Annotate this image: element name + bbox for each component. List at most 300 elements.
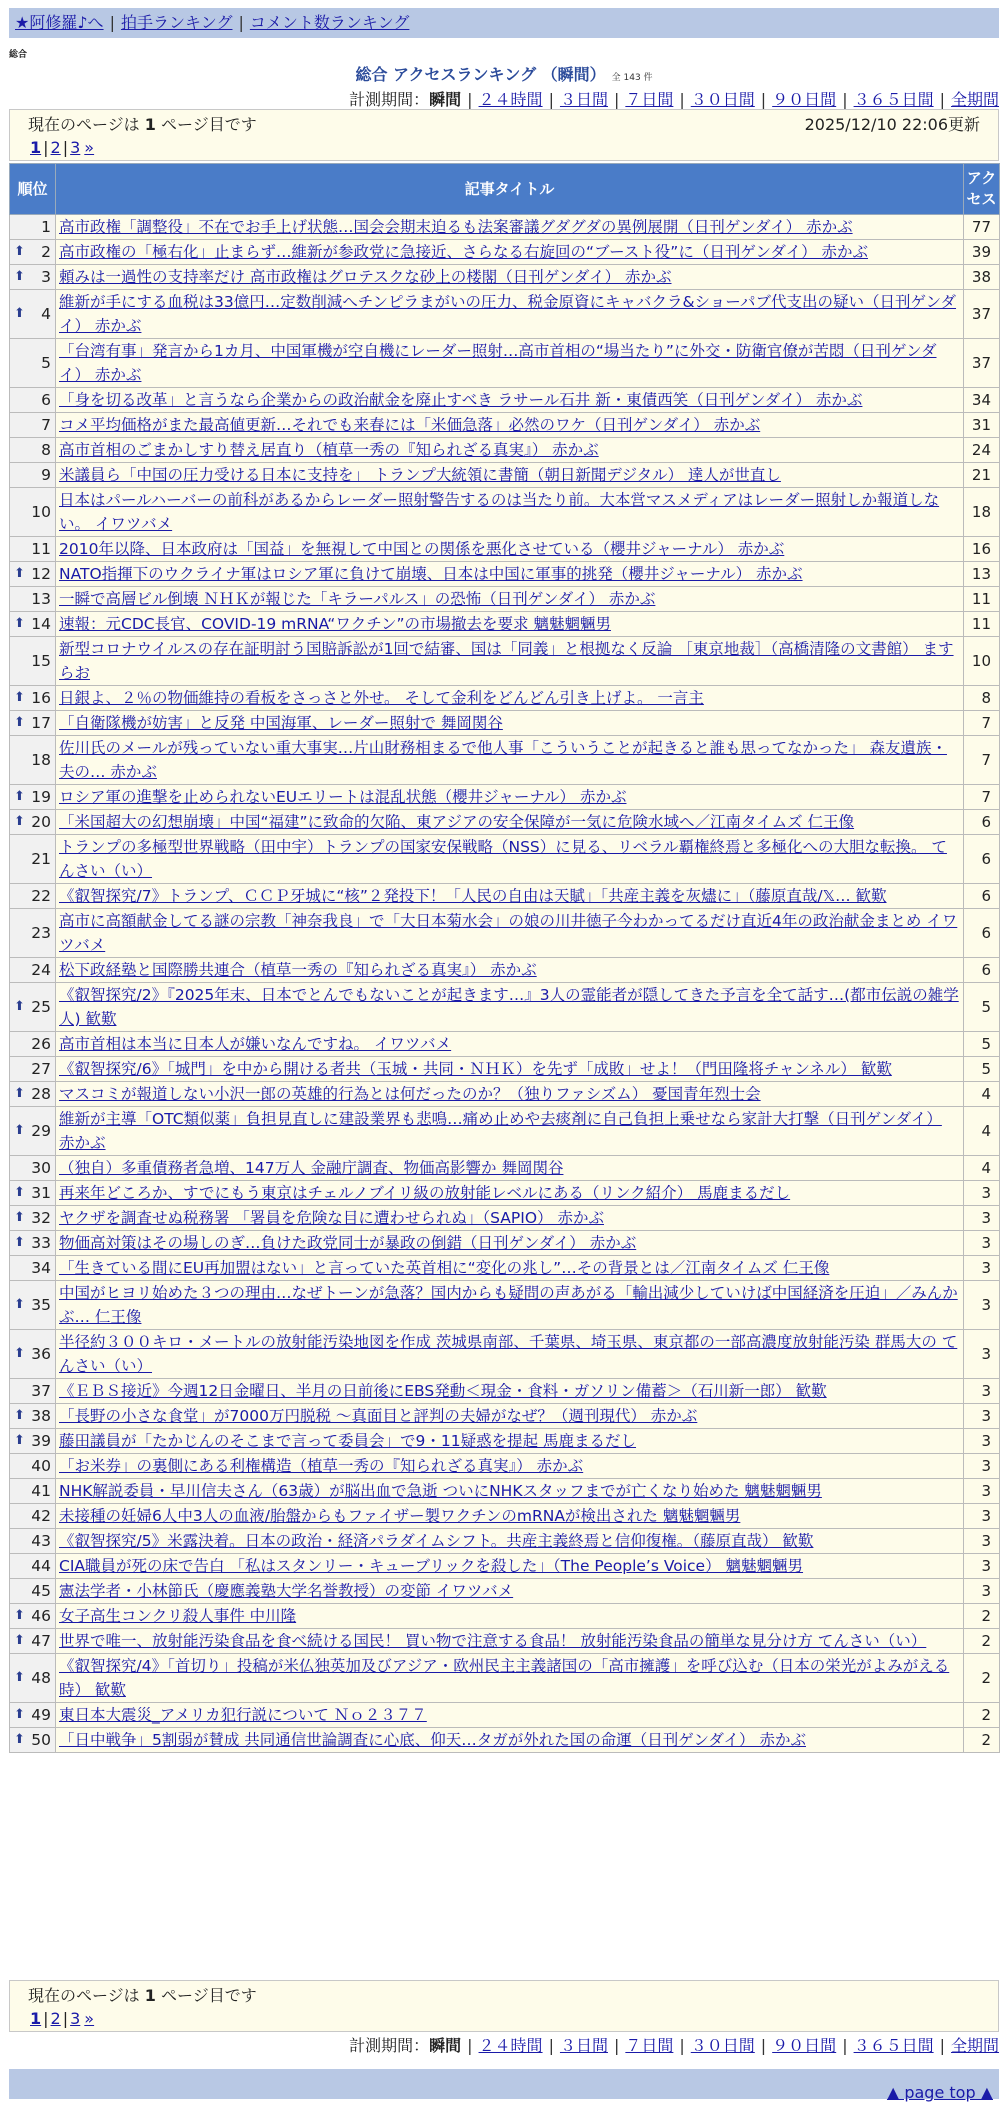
rank-up-arrow-icon: ⬆ [14,814,25,829]
article-title-link[interactable]: 高市政権の「極右化」止まらず…維新が参政党に急接近、さらなる右旋回の“ブースト役”に（日刊ゲンダイ） 赤かぶ [59,243,869,261]
rank-cell [10,612,56,637]
article-title-link[interactable]: 佐川氏のメールが残っていない重大事実…片山財務相まるで他人事「こういうことが起きると誰も思ってなかった」 森友遺族・夫の… 赤かぶ [59,739,947,781]
rank-cell [10,1057,56,1082]
table-row [10,1454,1000,1479]
rank-number: 2 [41,243,51,261]
nav-separator: | [109,13,115,32]
rank-number: 16 [31,689,51,707]
rank-number: 24 [31,961,51,979]
category-label: 総合 [9,50,28,60]
article-title-link[interactable]: 「身を切る改革」と言うなら企業からの政治献金を廃止すべき ラサール石井 新・東債西笑（日刊ゲンダイ） 赤かぶ [59,391,863,409]
article-title-link[interactable]: 「お米券」の裏側にある利権構造（植草一秀の『知られざる真実』） 赤かぶ [59,1457,584,1475]
rank-up-arrow-icon: ⬆ [14,1670,25,1685]
rank-up-arrow-icon: ⬆ [14,690,25,705]
rank-number: 44 [31,1557,51,1575]
title-cell [56,438,964,463]
rank-up-arrow-icon: ⬆ [14,1732,25,1747]
article-title-link[interactable]: 「自衛隊機が妨害」と反発 中国海軍、レーダー照射で 舞岡関谷 [59,714,503,732]
rank-cell [10,1256,56,1281]
table-row [10,1604,1000,1629]
rank-up-arrow-icon: ⬆ [14,1086,25,1101]
period-link-3d[interactable]: ３日間 [559,90,608,109]
title-cell [56,1429,964,1454]
title-cell [56,562,964,587]
rank-number: 30 [31,1159,51,1177]
table-row [10,1728,1000,1753]
rank-cell [10,983,56,1032]
article-title-link[interactable]: 日本はパールハーバーの前科があるからレーダー照射警告するのは当たり前。大本営マスメディアはレーダー照射しか報道しない。 イワツバメ [59,491,940,533]
period-label: 計測期間： [349,2036,430,2055]
rank-number: 41 [31,1482,51,1500]
title-cell [56,290,964,339]
title-cell [56,1579,964,1604]
rank-cell [10,1231,56,1256]
table-row [10,835,1000,884]
table-row [10,1479,1000,1504]
article-title-link[interactable]: 松下政経塾と国際勝共連合（植草一秀の『知られざる真実』） 赤かぶ [59,961,537,979]
rank-cell [10,1579,56,1604]
title-cell [56,1281,964,1330]
title-cell [56,1554,964,1579]
rank-number: 38 [31,1407,51,1425]
article-title-link[interactable]: 「生きている間にEU再加盟はない」と言っていた英首相に“変化の兆し”…その背景とは／江南タイムズ 仁王像 [59,1259,830,1277]
title-cell [56,810,964,835]
table-row [10,488,1000,537]
article-title-link[interactable]: 高市政権「調整役」不在でお手上げ状態…国会会期末迫るも法案審議グダグダの異例展開（日刊ゲンダイ） 赤かぶ [59,218,853,236]
title-cell [56,215,964,240]
title-cell [56,1379,964,1404]
article-title-link[interactable]: トランプの多極型世界戦略（田中宇）トランプの国家安保戦略（NSS）に見る、リベラル覇権終焉と多極化への大胆な転換。 てんさい（い） [59,838,947,880]
article-title-link[interactable]: 頼みは一過性の支持率だけ 高市政権はグロテスクな砂上の楼閣（日刊ゲンダイ） 赤かぶ [59,268,672,286]
rank-cell [10,1281,56,1330]
article-title-link[interactable]: 維新が手にする血税は33億円…定数削減へチンピラまがいの圧力、税金原資にキャバクラ&ショーパブ代支出の疑い（日刊ゲンダイ） 赤かぶ [59,293,957,335]
article-title-link[interactable]: 《叡智探究/4》「首切り」投稿が米仏独英加及びアジア・欧州民主主義諸国の「高市擁護」を呼び込む（日本の栄光がよみがえる時） 歓歎 [59,1657,950,1699]
rank-up-arrow-icon: ⬆ [14,1185,25,1200]
title-cell [56,339,964,388]
title-cell [56,1082,964,1107]
table-row [10,290,1000,339]
article-title-link[interactable]: ヤクザを調査せぬ税務署 「署員を危険な目に遭わせられぬ」（SAPIO） 赤かぶ [59,1209,604,1227]
article-title-link[interactable]: 《叡智探究/2》『2025年末、日本でとんでもないことが起きます…』3人の霊能者が隠してきた予言を全て話す…(都市伝説の雑学人) 歓歎 [59,986,959,1028]
article-title-link[interactable]: 半径約３００キロ・メートルの放射能汚染地図を作成 茨城県南部、千葉県、埼玉県、東京都の一部高濃度放射能汚染 群馬大の てんさい（い） [59,1333,958,1375]
rank-cell [10,1429,56,1454]
article-title-link[interactable]: 東日本大震災_アメリカ犯行説について Ｎｏ２３７７ [59,1706,427,1724]
rank-number: 14 [31,615,51,633]
title-cell [56,1156,964,1181]
rank-number: 20 [31,813,51,831]
title-cell [56,884,964,909]
table-row [10,686,1000,711]
article-title-link[interactable]: 未接種の妊婦6人中3人の血液/胎盤からもファイザー製ワクチンのmRNAが検出された 魑魅魍魎男 [59,1507,741,1525]
access-count: 3 [964,1454,1000,1479]
nav-separator: | [238,13,244,32]
table-row [10,810,1000,835]
access-count: 8 [964,686,1000,711]
rank-cell [10,537,56,562]
period-link-24h[interactable]: ２４時間 [478,90,543,109]
period-link-7d[interactable]: ７日間 [625,2036,674,2055]
rank-cell [10,1404,56,1429]
access-count: 5 [964,1032,1000,1057]
rank-number: 28 [31,1085,51,1103]
title-cell [56,413,964,438]
total-count: 全 143 件 [611,73,653,83]
nav-link-hakushu-ranking[interactable]: 拍手ランキング [120,13,233,32]
article-title-link[interactable]: 「米国超大の幻想崩壊」中国“福建”に致命的欠陥、東アジアの安全保障が一気に危険水域へ／江南タイムズ 仁王像 [59,813,855,831]
rank-cell [10,1206,56,1231]
table-row [10,1057,1000,1082]
title-cell [56,686,964,711]
article-title-link[interactable]: 「台湾有事」発言から1カ月、中国軍機が空自機にレーダー照射…高市首相の“場当たり”に外交・防衛官僚が苦悶（日刊ゲンダイ） 赤かぶ [59,342,937,384]
article-title-link[interactable]: CIA職員が死の床で告白 「私はスタンリー・キューブリックを殺した」（The People’s Voice） 魑魅魍魎男 [59,1557,804,1575]
access-count: 21 [964,463,1000,488]
rank-number: 39 [31,1432,51,1450]
rank-cell [10,388,56,413]
rank-up-arrow-icon: ⬆ [14,566,25,581]
article-title-link[interactable]: 女子高生コンクリ殺人事件 中川隆 [59,1607,297,1625]
rank-number: 9 [41,466,51,484]
table-row [10,215,1000,240]
title-cell [56,1107,964,1156]
ranking-table [9,163,1000,1753]
access-count: 11 [964,587,1000,612]
rank-up-arrow-icon: ⬆ [14,789,25,804]
page-link-next[interactable]: » [84,138,95,157]
rank-cell [10,1330,56,1379]
title-cell [56,265,964,290]
title-cell [56,587,964,612]
table-row [10,587,1000,612]
access-count: 6 [964,835,1000,884]
rank-up-arrow-icon: ⬆ [14,1123,25,1138]
rank-number: 36 [31,1345,51,1363]
access-count: 4 [964,1107,1000,1156]
title-cell [56,612,964,637]
table-row [10,1504,1000,1529]
table-row [10,1429,1000,1454]
period-link-all[interactable]: 全期間 [950,90,999,109]
rank-number: 34 [31,1259,51,1277]
rank-up-arrow-icon: ⬆ [14,1633,25,1648]
title-cell [56,1654,964,1703]
rank-cell [10,958,56,983]
rank-cell [10,1629,56,1654]
access-count: 2 [964,1654,1000,1703]
table-row [10,537,1000,562]
period-link-365d[interactable]: ３６５日間 [853,2036,934,2055]
title-cell [56,1454,964,1479]
period-link-all[interactable]: 全期間 [950,2036,999,2055]
access-count: 3 [964,1181,1000,1206]
rank-cell [10,1703,56,1728]
period-current: 瞬間 [429,90,462,109]
table-header-row [10,164,1000,215]
access-count: 4 [964,1156,1000,1181]
rank-cell [10,215,56,240]
article-title-link[interactable]: 高市首相は本当に日本人が嫌いなんですね。 イワツバメ [59,1035,452,1053]
title-cell [56,463,964,488]
title-cell [56,909,964,958]
table-row [10,1554,1000,1579]
article-title-link[interactable]: 再来年どころか、すでにもう東京はチェルノブイリ級の放射能レベルにある（リンク紹介） 馬鹿まるだし [59,1184,791,1202]
period-link-90d[interactable]: ９０日間 [772,2036,837,2055]
pager: 1 | 2 | 3 » [30,2009,95,2028]
rank-cell [10,1032,56,1057]
rank-number: 49 [31,1706,51,1724]
title-cell [56,1529,964,1554]
table-row [10,637,1000,686]
rank-cell [10,463,56,488]
title-cell [56,1728,964,1753]
article-title-link[interactable]: マスコミが報道しない小沢一郎の英雄的行為とは何だったのか？（独りファシズム） 憂国青年烈士会 [59,1085,761,1103]
table-row [10,983,1000,1032]
rank-number: 18 [31,751,51,769]
rank-number: 13 [31,590,51,608]
rank-cell [10,1107,56,1156]
title-cell [56,958,964,983]
article-title-link[interactable]: 中国がヒヨリ始めた３つの理由…なぜトーンが急落？国内からも疑問の声あがる「輸出減少していけば中国経済を圧迫」／みんかぶ… 仁王像 [59,1284,958,1326]
title-cell [56,835,964,884]
article-title-link[interactable]: （独自）多重債務者急増、147万人 金融庁調査、物価高影響か 舞岡関谷 [59,1159,564,1177]
page-link-2[interactable]: 2 [50,138,61,157]
access-count: 7 [964,711,1000,736]
table-row [10,1379,1000,1404]
article-title-link[interactable]: 《叡智探究/6》「城門」を中から開ける者共（玉城・共同・ＮＨＫ）を先ず「成敗」せよ！（門田隆将チャンネル） 歓歎 [59,1060,892,1078]
rank-up-arrow-icon: ⬆ [14,1297,25,1312]
access-count: 34 [964,388,1000,413]
rank-cell [10,1504,56,1529]
rank-number: 29 [31,1122,51,1140]
access-count: 7 [964,785,1000,810]
rank-number: 40 [31,1457,51,1475]
table-row [10,1107,1000,1156]
page-link-2[interactable]: 2 [50,2009,61,2028]
article-title-link[interactable]: 《ＥＢＳ接近》今週12日金曜日、半月の日前後にEBS発動＜現金・食料・ガソリン備蓄＞（石川新一郎） 歓歎 [59,1382,827,1400]
access-count: 37 [964,290,1000,339]
period-link-3d[interactable]: ３日間 [559,2036,608,2055]
access-count: 3 [964,1206,1000,1231]
rank-up-arrow-icon: ⬆ [14,999,25,1014]
rank-number: 33 [31,1234,51,1252]
rank-cell [10,785,56,810]
rank-up-arrow-icon: ⬆ [14,269,25,284]
table-row [10,1206,1000,1231]
rank-cell [10,438,56,463]
access-count: 6 [964,909,1000,958]
period-link-24h[interactable]: ２４時間 [478,2036,543,2055]
access-count: 3 [964,1330,1000,1379]
rank-cell [10,488,56,537]
article-title-link[interactable]: 藤田議員が「たかじんのそこまで言って委員会」で9・11疑惑を提起 馬鹿まるだし [59,1432,637,1450]
article-title-link[interactable]: 2010年以降、日本政府は「国益」を無視して中国との関係を悪化させている（櫻井ジャーナル） 赤かぶ [59,540,785,558]
rank-number: 46 [31,1607,51,1625]
access-count: 2 [964,1604,1000,1629]
pagination-box-bottom [9,1980,999,2032]
access-count: 39 [964,240,1000,265]
access-count: 77 [964,215,1000,240]
access-count: 3 [964,1529,1000,1554]
rank-number: 35 [31,1296,51,1314]
period-link-7d[interactable]: ７日間 [625,90,674,109]
rank-number: 22 [31,887,51,905]
rank-number: 12 [31,565,51,583]
rank-number: 15 [31,652,51,670]
pager: 1 | 2 | 3 » [30,138,95,157]
table-row [10,1281,1000,1330]
access-count: 3 [964,1504,1000,1529]
rank-cell [10,909,56,958]
rank-number: 21 [31,850,51,868]
article-title-link[interactable]: NHK解説委員・早川信夫さん（63歳）が脳出血で急逝 ついにNHKスタッフまでが亡くなり始めた 魑魅魍魎男 [59,1482,822,1500]
title-cell [56,1479,964,1504]
table-row [10,562,1000,587]
rank-cell [10,1529,56,1554]
article-title-link[interactable]: 憲法学者・小林節氏（慶應義塾大学名誉教授）の変節 イワツバメ [59,1582,514,1600]
access-count: 2 [964,1728,1000,1753]
title-cell [56,983,964,1032]
period-link-30d[interactable]: ３０日間 [690,90,755,109]
pagination-box-top [9,109,999,161]
article-title-link[interactable]: 物価高対策はその場しのぎ…負けた政党同士が暴政の倒錯（日刊ゲンダイ） 赤かぶ [59,1234,637,1252]
title-cell [56,1504,964,1529]
title-cell [56,1330,964,1379]
table-row [10,1529,1000,1554]
access-count: 3 [964,1379,1000,1404]
rank-number: 8 [41,441,51,459]
rank-up-arrow-icon: ⬆ [14,1433,25,1448]
page-top-link[interactable]: ▲ page top ▲ [886,2083,993,2102]
page-link-3[interactable]: 3 [70,138,81,157]
rank-cell [10,810,56,835]
table-row [10,463,1000,488]
page-title [0,62,1008,85]
title-cell [56,1057,964,1082]
rank-cell [10,736,56,785]
table-row [10,1579,1000,1604]
rank-number: 45 [31,1582,51,1600]
nav-link-asyura[interactable]: ★阿修羅♪へ [15,13,104,32]
access-count: 37 [964,339,1000,388]
rank-cell [10,1082,56,1107]
rank-cell [10,339,56,388]
article-title-link[interactable]: 速報：元CDC長官、COVID-19 mRNA“ワクチン”の市場撤去を要求 魑魅魍魎男 [59,615,611,633]
rank-cell [10,1454,56,1479]
article-title-link[interactable]: 維新が主導「OTC類似薬」負担見直しに建設業界も悲鳴…痛め止めや去痰剤に自己負担上乗せなら家計大打撃（日刊ゲンダイ） 赤かぶ [59,1110,942,1152]
rank-cell [10,1181,56,1206]
rank-number: 7 [41,416,51,434]
rank-number: 1 [41,218,51,236]
title-cell [56,1604,964,1629]
access-count: 3 [964,1281,1000,1330]
article-title-link[interactable]: コメ平均価格がまた最高値更新…それでも来春には「米価急落」必然のワケ（日刊ゲンダイ） 赤かぶ [59,416,761,434]
article-title-link[interactable]: 「長野の小さな食堂」が7000万円脱税 ～真面目と評判の夫婦がなぜ？（週刊現代） 赤かぶ [59,1407,698,1425]
rank-up-arrow-icon: ⬆ [14,1707,25,1722]
table-row [10,339,1000,388]
article-title-link[interactable]: 《叡智探究/5》米露決着。日本の政治・経済パラダイムシフト。共産主義終焉と信仰復権。（藤原直哉） 歓歎 [59,1532,814,1550]
rank-cell [10,835,56,884]
rank-cell [10,240,56,265]
period-link-365d[interactable]: ３６５日間 [853,90,934,109]
rank-up-arrow-icon: ⬆ [14,1235,25,1250]
page-link-1[interactable]: 1 [30,2009,42,2028]
article-title-link[interactable]: 世界で唯一、放射能汚染食品を食べ続ける国民！ 買い物で注意する食品！ 放射能汚染食品の簡単な見分け方 てんさい（い） [59,1632,927,1650]
access-count: 16 [964,537,1000,562]
access-count: 3 [964,1404,1000,1429]
access-count: 10 [964,637,1000,686]
article-title-link[interactable]: 新型コロナウイルスの存在証明討う国賠訴訟が1回で結審、国は「同義」と根拠なく反論 ［東京地裁］（高橋清隆の文書館） ますらお [59,640,954,682]
article-title-link[interactable]: 日銀よ、２％の物価維持の看板をさっさと外せ。 そして金利をどんどん引き上げよ。 一言主 [59,689,704,707]
page-link-1[interactable]: 1 [30,138,42,157]
rank-cell [10,1554,56,1579]
updated-timestamp: 2025/12/10 22:06更新 [804,115,980,134]
article-title-link[interactable]: NATO指揮下のウクライナ軍はロシア軍に負けて崩壊、日本は中国に軍事的挑発（櫻井ジャーナル） 赤かぶ [59,565,803,583]
rank-cell [10,1379,56,1404]
nav-link-comment-ranking[interactable]: コメント数ランキング [249,13,410,32]
article-title-link[interactable]: 《叡智探究/7》トランプ、ＣＣＰ牙城に“核”２発投下！「人民の自由は天賦」「共産主義を灰燼に」（藤原直哉/𝕏… 歓歎 [59,887,887,905]
rank-number: 31 [31,1184,51,1202]
rank-cell [10,1728,56,1753]
page-title-text: 総合 アクセスランキング （瞬間） [355,65,606,84]
rank-number: 43 [31,1532,51,1550]
title-cell [56,1231,964,1256]
article-title-link[interactable]: 「日中戦争」5割弱が賛成 共同通信世論調査に心底、仰天…タガが外れた国の命運（日刊ゲンダイ） 赤かぶ [59,1731,806,1749]
table-row [10,884,1000,909]
rank-cell [10,587,56,612]
rank-number: 23 [31,924,51,942]
rank-up-arrow-icon: ⬆ [14,1408,25,1423]
table-row [10,413,1000,438]
access-count: 3 [964,1231,1000,1256]
access-count: 31 [964,413,1000,438]
title-cell [56,637,964,686]
period-label: 計測期間： [349,90,430,109]
access-count: 13 [964,562,1000,587]
rank-up-arrow-icon: ⬆ [14,1608,25,1623]
rank-cell [10,884,56,909]
rank-number: 26 [31,1035,51,1053]
article-title-link[interactable]: 米議員ら「中国の圧力受ける日本に支持を」 トランプ大統領に書簡（朝日新聞デジタル） 達人が世直し [59,466,781,484]
title-cell [56,1256,964,1281]
access-count: 6 [964,810,1000,835]
period-selector-bottom: 計測期間：瞬間 | ２４時間 | ３日間 | ７日間 | ３０日間 | ９０日間 | ３６５日間 | 全期間 [349,2036,999,2055]
rank-number: 10 [31,503,51,521]
title-cell [56,488,964,537]
page-link-3[interactable]: 3 [70,2009,81,2028]
table-row [10,438,1000,463]
rank-number: 11 [31,540,51,558]
table-row [10,1629,1000,1654]
article-title-link[interactable]: ロシア軍の進撃を止められないEUエリートは混乱状態（櫻井ジャーナル） 赤かぶ [59,788,627,806]
table-row [10,265,1000,290]
access-count: 3 [964,1256,1000,1281]
current-page-text: 現在のページは 1 ページ目です [28,115,257,134]
table-row [10,1654,1000,1703]
rank-up-arrow-icon: ⬆ [14,616,25,631]
table-row [10,1032,1000,1057]
article-title-link[interactable]: 一瞬で高層ビル倒壊 ＮＨＫが報じた「キラーパルス」の恐怖（日刊ゲンダイ） 赤かぶ [59,590,656,608]
table-row [10,785,1000,810]
rank-number: 5 [41,354,51,372]
article-title-link[interactable]: 高市に高額献金してる謎の宗教「神奈我良」で「大日本菊水会」の娘の川井徳子今わかってるだけ直近4年の政治献金まとめ イワツバメ [59,912,958,954]
period-link-30d[interactable]: ３０日間 [690,2036,755,2055]
title-cell [56,736,964,785]
access-count: 24 [964,438,1000,463]
page-link-next[interactable]: » [84,2009,95,2028]
article-title-link[interactable]: 高市首相のごまかしすり替え居直り（植草一秀の『知られざる真実』） 赤かぶ [59,441,599,459]
rank-cell [10,711,56,736]
period-link-90d[interactable]: ９０日間 [772,90,837,109]
header-access: アクセス [964,164,1000,215]
